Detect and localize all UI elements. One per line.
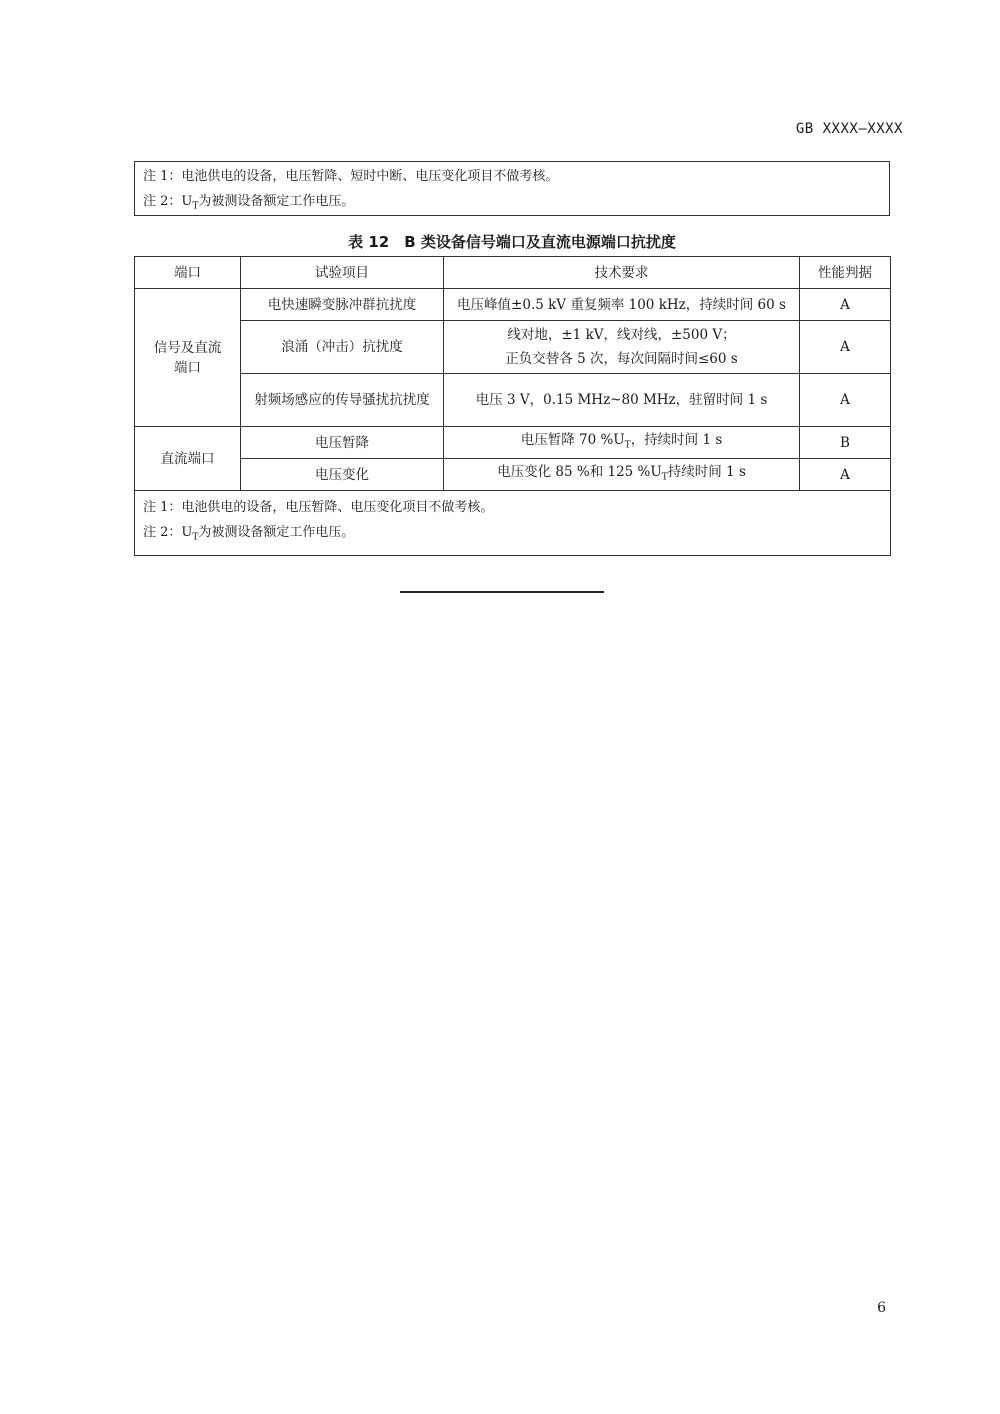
table-header-row	[135, 257, 891, 289]
test-item-cell: 电压变化	[241, 459, 444, 491]
table-notes-row	[135, 491, 891, 556]
table-row	[135, 289, 891, 321]
table-row	[135, 321, 891, 374]
criterion-cell: A	[800, 459, 891, 491]
port-cell: 信号及直流端口	[135, 289, 241, 427]
requirement-cell: 电压峰值±0.5 kV 重复频率 100 kHz，持续时间 60 s	[444, 289, 800, 321]
criterion-cell: A	[800, 321, 891, 374]
note-2: 注 2：$U_T$为被测设备额定工作电压。	[143, 525, 355, 543]
criterion-cell: B	[800, 427, 891, 459]
port-cell: 直流端口	[135, 427, 241, 491]
page-number: 6	[877, 1300, 886, 1316]
requirement-cell: 电压变化 85 %和 125 $\%U_T$持续时间 1 s	[444, 459, 800, 491]
header-test-item: 试验项目	[241, 257, 444, 289]
note-1: 注 1：电池供电的设备，电压暂降、电压变化项目不做考核。	[143, 500, 494, 515]
test-item-cell: 射频场感应的传导骚扰抗扰度	[241, 374, 444, 427]
test-item-cell: 电快速瞬变脉冲群抗扰度	[241, 289, 444, 321]
requirement-cell: 电压暂降 70 $\%U_T$，持续时间 1 s	[444, 427, 800, 459]
table-row	[135, 427, 891, 459]
requirement-cell: 线对地，±1 kV，线对线，±500 V； 正负交替各 5 次，每次间隔时间≤60 s	[444, 321, 800, 374]
note-2: 注 2：$U_T$为被测设备额定工作电压。	[143, 194, 355, 212]
note-1: 注 1：电池供电的设备，电压暂降、短时中断、电压变化项目不做考核。	[143, 169, 559, 184]
standard-code: GB XXXX—XXXX	[795, 121, 903, 137]
test-item-cell: 浪涌（冲击）抗扰度	[241, 321, 444, 374]
test-item-cell: 电压暂降	[241, 427, 444, 459]
header-port: 端口	[135, 257, 241, 289]
criterion-cell: A	[800, 374, 891, 427]
table-notes	[135, 491, 891, 556]
table-row	[135, 459, 891, 491]
immunity-table	[134, 256, 891, 556]
criterion-cell: A	[800, 289, 891, 321]
requirement-cell: 电压 3 V，0.15 MHz~80 MHz，驻留时间 1 s	[444, 374, 800, 427]
table-row	[135, 374, 891, 427]
table-caption: 表 12 B 类设备信号端口及直流电源端口抗扰度	[348, 233, 676, 251]
previous-table-notes	[134, 161, 890, 216]
header-criterion: 性能判据	[800, 257, 891, 289]
header-requirement: 技术要求	[444, 257, 800, 289]
end-rule	[400, 591, 604, 593]
